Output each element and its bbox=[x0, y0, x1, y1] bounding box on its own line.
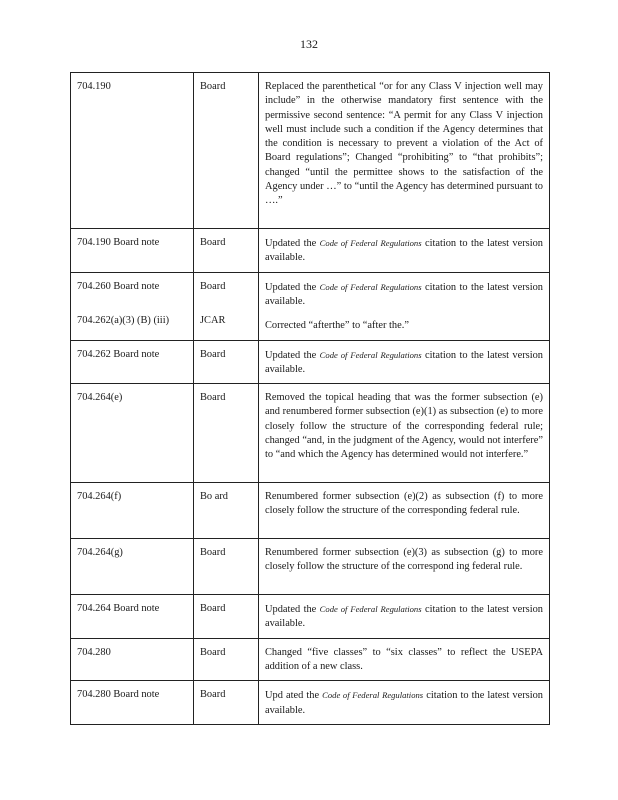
description-pre: Updated the bbox=[265, 281, 317, 293]
sub-section-text: 704.262(a)(3) (B) (iii) bbox=[77, 314, 170, 326]
section-text: 704.260 Board note bbox=[77, 280, 160, 292]
cfr-title: Code of Federal Regulations bbox=[322, 690, 424, 701]
table-row bbox=[71, 73, 550, 229]
section-cell: 704.264(g) bbox=[71, 539, 194, 595]
source-cell: Board bbox=[194, 681, 259, 725]
description-cell: Renumbered former subsection (e)(2) as subsection (f) to more closely follow the structure of the corresponding federal rule. bbox=[259, 483, 550, 539]
description-pre: Updated the bbox=[265, 349, 317, 361]
section-cell: 704.190 Board note bbox=[71, 229, 194, 273]
description-cell: Removed the topical heading that was the former subsection (e) and renumbered former subsection (e)(1) as subsection (e) to more closely follow the structure of the corresponding federal rule; changed “and, in the judgment of the Agency, would not interfere” to “and which the Agency has determined would not interfere.” bbox=[259, 384, 550, 483]
section-cell: 704.264(e) bbox=[71, 384, 194, 483]
description-pre: Upd ated the bbox=[265, 690, 320, 702]
cfr-title: Code of Federal Regulations bbox=[319, 604, 422, 615]
section-cell: 704.190 bbox=[71, 73, 194, 229]
page-number: 132 bbox=[300, 37, 318, 51]
description-cell bbox=[259, 595, 550, 639]
source-cell: Board bbox=[194, 73, 259, 229]
table-row bbox=[71, 272, 550, 340]
description-cell bbox=[259, 340, 550, 384]
sub-source-text: JCAR bbox=[200, 314, 226, 326]
source-cell: Board bbox=[194, 638, 259, 681]
section-cell: 704.280 Board note bbox=[71, 681, 194, 725]
description-post: citation to the latest version available. bbox=[265, 281, 543, 307]
cfr-title: Code of Federal Regulations bbox=[319, 281, 422, 292]
description-post: citation to the latest version available. bbox=[265, 604, 543, 630]
description-post: citation to the latest version available. bbox=[265, 690, 544, 716]
cfr-title: Code of Federal Regulations bbox=[319, 238, 422, 248]
source-cell: Board bbox=[194, 539, 259, 595]
section-cell bbox=[71, 272, 194, 340]
table-row bbox=[71, 340, 550, 384]
description-cell bbox=[259, 272, 550, 340]
source-cell: Board bbox=[194, 595, 259, 639]
table-row bbox=[71, 539, 550, 595]
source-text: Board bbox=[200, 280, 226, 292]
description-cell bbox=[259, 681, 550, 725]
description-cell: Renumbered former subsection (e)(3) as subsection (g) to more closely follow the structure of the correspond ing federal rule. bbox=[259, 539, 550, 595]
table-row bbox=[71, 384, 550, 483]
section-cell: 704.264 Board note bbox=[71, 595, 194, 639]
source-cell: Board bbox=[194, 229, 259, 273]
description-cell: Changed “five classes” to “six classes” to reflect the USEPA addition of a new class. bbox=[259, 638, 550, 681]
table-row bbox=[71, 681, 550, 725]
description-pre: Updated the bbox=[265, 604, 317, 616]
section-cell: 704.262 Board note bbox=[71, 340, 194, 384]
table-row bbox=[71, 483, 550, 539]
section-cell: 704.264(f) bbox=[71, 483, 194, 539]
description-post: citation to the latest version available. bbox=[265, 238, 543, 264]
source-cell bbox=[194, 272, 259, 340]
table-row bbox=[71, 638, 550, 681]
description-post: citation to the latest version available. bbox=[265, 349, 543, 375]
sub-description-text: Corrected “afterthe” to “after the.” bbox=[265, 320, 409, 332]
description-cell bbox=[259, 229, 550, 273]
table-row bbox=[71, 229, 550, 273]
description-cell: Replaced the parenthetical “or for any Class V injection well may include” in the otherwise mandatory first sentence with the permissive second sentence: “A permit for any Class V injection well must include such a condition if the Agency determines that the condition is necessary to prevent a violation of the Act of Board regulations”; Changed “prohibiting” to “that prohibits”; changed “until the permittee shows to the satisfaction of the Agency under …” to “until the Agency has determined pursuant to ….” bbox=[259, 73, 550, 229]
source-cell: Bo ard bbox=[194, 483, 259, 539]
changes-table bbox=[70, 72, 550, 725]
source-cell: Board bbox=[194, 384, 259, 483]
section-cell: 704.280 bbox=[71, 638, 194, 681]
cfr-title: Code of Federal Regulations bbox=[319, 349, 422, 360]
table-row bbox=[71, 595, 550, 639]
source-cell: Board bbox=[194, 340, 259, 384]
description-pre: Updated the bbox=[265, 238, 317, 249]
